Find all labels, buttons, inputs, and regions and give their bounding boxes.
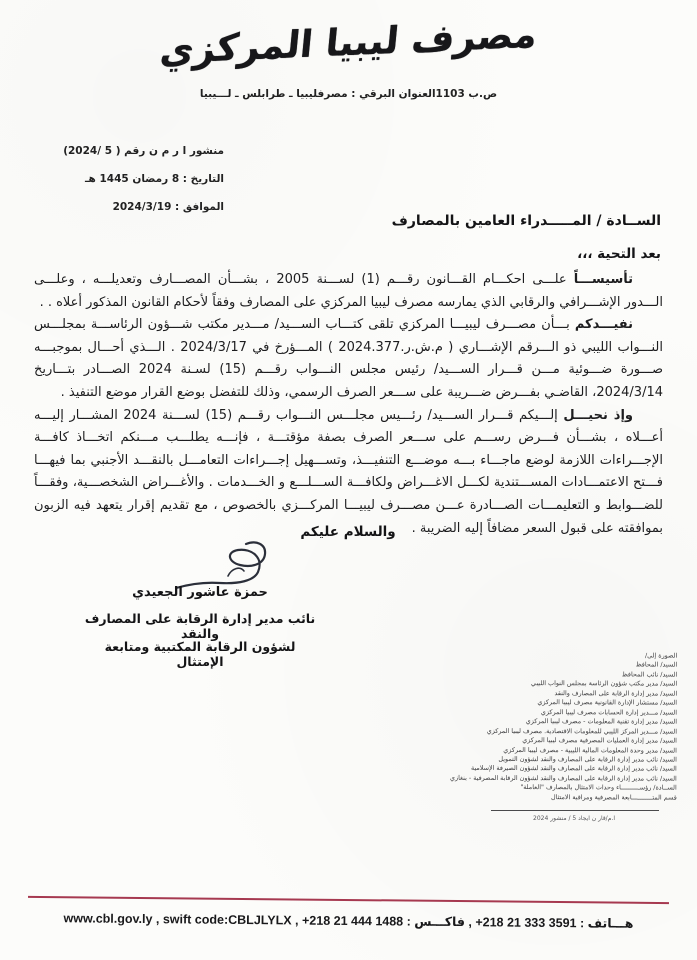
signer-name: حمزة عاشور الجعيدي [132, 585, 268, 600]
gregorian-date: الموافق : 2024/3/19 [112, 201, 224, 213]
footer-phone-number: +218 21 333 3591 [475, 915, 577, 931]
cc-item: السيد/ مدير مكتب شؤون الرئاسة بمجلس النواب الليبي [530, 679, 678, 688]
addressee-line: الســادة / المـــــدراء العامين بالمصارف [391, 213, 661, 229]
cc-item: قسم المتـــــــــــابعة المصرفية ومراقبة الامتثال [551, 792, 677, 802]
paragraph-1-lead: تأسيســـاً [573, 272, 634, 287]
footer-separator: , [468, 915, 472, 930]
circular-number: منشور ا ر م ن رقم ( 5 /2024) [63, 145, 224, 157]
cc-footnote: ا.م/قار ن ايجاد 5 / منشور 2024 [533, 815, 615, 822]
signer-title-1: نائب مدير إدارة الرقابة على المصارف والنقد [84, 611, 316, 641]
paragraph-3-lead: وإذ نحيـــل [563, 407, 633, 423]
cc-item: السيد/ مستشار الإدارة القانونية مصرف ليبيا المركزي [537, 698, 678, 707]
cc-item: السيد/ مـــدير إدارة الحسابات مصرف ليبيا المركزي [540, 707, 678, 717]
footer-phone-label: هـــاتف : [579, 916, 634, 931]
cc-header: الصورة إلى/ [645, 651, 678, 660]
letter-body [34, 269, 663, 540]
paragraph-2-text: بـــأن مصـــرف ليبيـــا المركزي تلقى كتـــاب الســـيد/ مـــدير مكتب شـــؤون الرئاســـة بمجلـــس النـــواب الليبي ذو الـــرقم الإشـــاري ( م.ش.ر.2024.377 ) المـــؤرخ في 2024/3/17 . الـــذي أحـــال بموجبـــه صـــورة ضـــوئية مـــن قـــرار الســـيد/ رئيس مجلس النـــواب رقـــم (15) لسـنة 2024 الصـــادر بتـــاريخ 2024/3/14، القاضـي بفـــرض ضـــريبة على ســـعر الصرف الرسمي، وذلك للتفضل بوضع القرار موضع التنفيذ . [34, 317, 664, 400]
cc-item: السيد/ نائب مدير إدارة الرقابة على المصارف والنقد لشؤون الرقابة المصرفية - بنغازي [450, 773, 677, 783]
cc-item: السيد/ المحافظ [635, 660, 678, 670]
cc-item: السيد/ مـــدير المركز الليبي للمعلومات الاقتصادية. مصرف ليبيا المركزي [486, 726, 677, 736]
paragraph-1 [34, 269, 663, 314]
cc-item: السيد/ مدير إدارة الرقابة على المصارف والنقد [554, 688, 678, 698]
paragraph-3 [34, 405, 663, 541]
footer-contact-line [0, 910, 697, 932]
cc-item: الســادة/ رؤســــــــــاء وحدات الامتثال بالمصارف "العاملة" [520, 783, 677, 792]
cc-separator-line [491, 810, 659, 811]
letterhead-address: ص.ب 1103العنوان البرقي : مصرفليبيا ـ طرابلس ـ لـــيبيا [199, 88, 498, 100]
cc-item: السيد/ مدير إدارة العمليات المصرفية مصرف ليبيا المركزي [522, 736, 677, 745]
paragraph-2 [34, 314, 663, 404]
footer-accent-rule [28, 896, 669, 904]
cc-item: السيد/ نائب مدير إدارة الرقابة على المصارف والنقد لشؤون الصيرفة الإسلامية [471, 764, 677, 774]
salutation: بعد التحية ،،، [577, 246, 661, 262]
cc-item: السيد/ مدير إدارة تقنية المعلومات - مصرف ليبيا المركزي [525, 717, 678, 726]
cbl-logo: مصرف ليبيا المركزي [158, 12, 539, 73]
paragraph-1-text: علـــى احكـــام القـــانون رقـــم (1) لســـنة 2005 ، بشـــأن المصـــارف وتعديلـــه ، وعلـــى الـــدور الإشـــرافي والرقابي الذي يمارسه مصرف ليبيا المركزي على المصارف وفقاً لأحكام القانون المذكور أعلاه . . [34, 272, 663, 310]
footer-web-swift-fax: www.cbl.gov.ly , swift code:CBLJLYLX , +218 21 444 1488 [63, 911, 404, 929]
hijri-date: التاريخ : 8 رمضان 1445 هـ [84, 173, 224, 185]
reference-block [44, 137, 224, 221]
paragraph-3-text: إلـــيكم قـــرار الســـيد/ رئـــيس مجلـــس النـــواب رقـــم (15) لســـنة 2024 المشـــار إليـــه أعـــلاه ، بشـــأن فـــرض رســـم على ســـعر الصرف بصفة مؤقتـــة ، فإنـــه يطلـــب مـــنكم اتخـــاذ كافـــة الإجـــراءات اللازمة لوضع ماجـــاء بـــه موضـــع التنفيـــذ، وتســـهيل إجـــراءات التعامـــل بالنقـــد الأجنبي بما فيهـــا فـــتح الاعتمـــادات المســـتندية لكـــل الاغـــراض ولكافـــة الســـلـــع و الخـــدمات . والأغـــراض الشخصـــية، وفقـــاً للضـــوابط و التعليمـــات الصـــادرة عـــن مصـــرف ليبيـــا المركـــزي بالخصوص ، مع تقديم إقرار يتعهد فيه الزبون بموافقته على قبول السعر مضافاً إليه الضريبة . [34, 407, 663, 536]
cc-item: السيد/ مدير وحدة المعلومات المالية الليبية - مصرف ليبيا المركزي [503, 745, 677, 755]
cc-list [347, 650, 678, 802]
farewell: والسلام عليكم [300, 524, 396, 540]
signer-title-2: لشؤون الرقابة المكتبية ومتابعة الإمتثال [104, 639, 296, 669]
cc-item: السيد/ نائب المحافظ [621, 670, 678, 679]
footer-fax-label: فاكـــس : [406, 914, 465, 930]
paragraph-2-lead: نفيـــدكم [574, 317, 633, 333]
cc-item: السيد/ نائب مدير إدارة الرقابة على المصارف والنقد لشؤون التمويل [498, 754, 677, 764]
letterhead [0, 12, 697, 73]
